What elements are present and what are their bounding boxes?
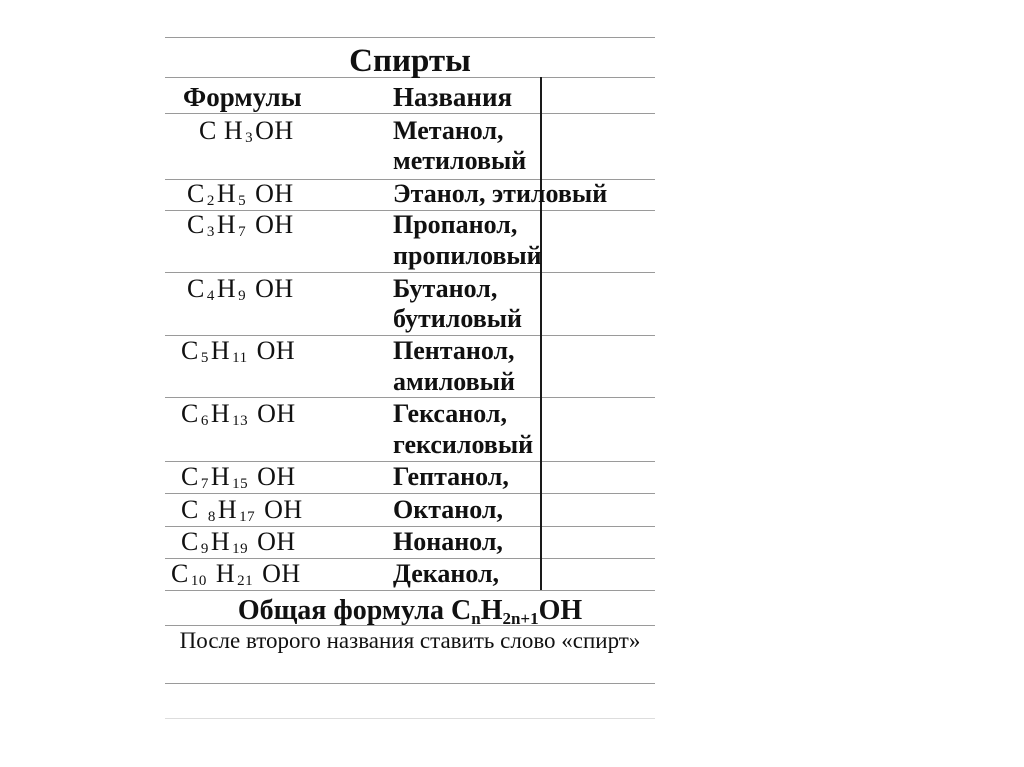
- formula-cell: С $_9$Н $_{19}$ ОН: [181, 527, 296, 557]
- formula-cell: С $_8$Н $_{17}$ ОН: [181, 495, 303, 525]
- formula-cell: С $_{10}$ Н $_{21}$ ОН: [171, 559, 301, 589]
- general-formula: Общая формула $С_nН_{2n+1}ОН$: [237, 595, 583, 628]
- rule-under-header: [165, 113, 655, 114]
- formula-cell: С $_4$Н $_9$ ОН: [187, 274, 294, 304]
- name-cell: Бутанол,: [393, 274, 498, 303]
- rule-faint: [165, 718, 655, 719]
- name-cell: Пропанол,: [393, 210, 518, 239]
- name-cell: Гептанол,: [393, 462, 509, 491]
- name-cell-line2: бутиловый: [393, 304, 523, 333]
- name-cell: Деканол,: [393, 559, 500, 588]
- rule-top: [165, 37, 655, 38]
- name-cell: Гексанол,: [393, 399, 508, 428]
- name-cell: Пентанол,: [393, 336, 515, 365]
- name-cell-line2: пропиловый: [393, 241, 542, 270]
- formula-cell: С $_3$Н $_7$ ОН: [187, 210, 294, 240]
- header-names: Названия: [393, 82, 513, 112]
- formula-cell: С $_2$Н $_5$ ОН: [187, 179, 294, 209]
- name-cell: Метанол,: [393, 116, 504, 145]
- name-cell: Этанол, этиловый: [393, 179, 608, 208]
- column-divider: [540, 77, 542, 590]
- formula-cell: С $_5$Н $_{11}$ ОН: [181, 336, 296, 366]
- formula-cell: С Н $_3$ОН: [199, 116, 294, 146]
- table-title: Спирты: [349, 43, 471, 79]
- naming-note: После второго названия ставить слово «спирт»: [179, 628, 641, 653]
- formula-cell: С $_6$Н $_{13}$ ОН: [181, 399, 296, 429]
- rule-bottom: [165, 683, 655, 684]
- name-cell-line2: гексиловый: [393, 430, 534, 459]
- formula-cell: С $_7$Н $_{15}$ ОН: [181, 462, 296, 492]
- header-formulas: Формулы: [183, 82, 302, 112]
- name-cell-line2: метиловый: [393, 146, 527, 175]
- name-cell: Октанол,: [393, 495, 504, 524]
- name-cell: Нонанол,: [393, 527, 503, 556]
- name-cell-line2: амиловый: [393, 367, 515, 396]
